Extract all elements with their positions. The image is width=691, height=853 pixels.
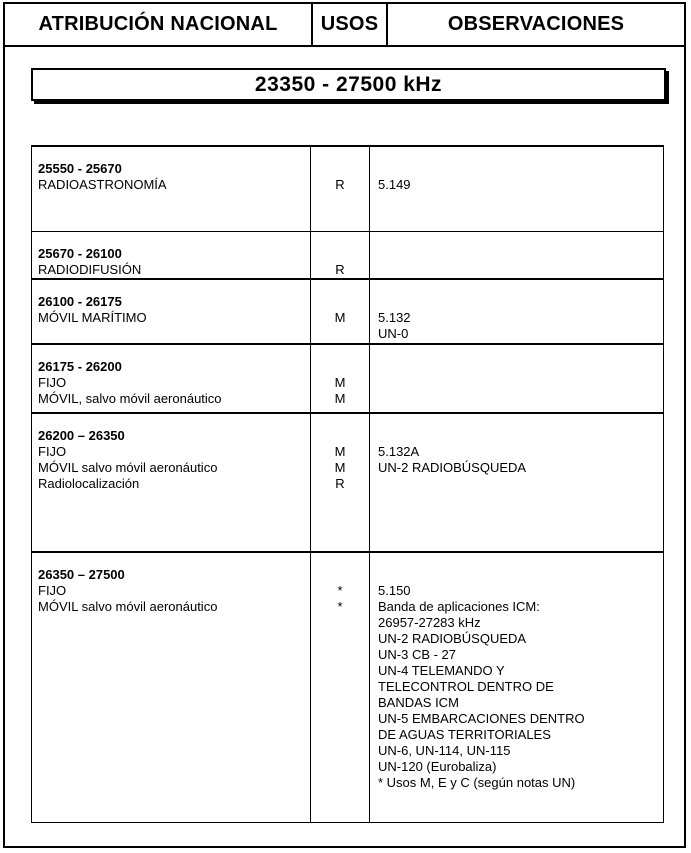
band-title-text: 23350 - 27500 kHz (254, 72, 443, 96)
table-row (32, 552, 664, 822)
allocation-table (31, 145, 664, 823)
observation-note: 26957-27283 kHz (378, 615, 481, 630)
cell-observaciones (370, 279, 664, 344)
uso-code: M (334, 375, 346, 390)
observation-note: UN-120 (Eurobaliza) (378, 759, 497, 774)
frequency-range: 26350 – 27500 (38, 567, 125, 582)
uso-code: M (334, 310, 346, 325)
observation-note: UN-3 CB - 27 (378, 647, 457, 662)
uso-code: M (334, 460, 346, 475)
service-name: MÓVIL MARÍTIMO (38, 310, 147, 325)
cell-atribucion (32, 344, 311, 413)
uso-code: R (335, 476, 345, 491)
service-name: Radiolocalización (38, 476, 140, 491)
table-header (3, 2, 686, 47)
uso-code: R (335, 261, 345, 277)
cell-usos (311, 552, 370, 822)
observation-note: 5.132 (378, 310, 411, 325)
observation-note: 5.132A (378, 444, 420, 459)
cell-usos (311, 344, 370, 413)
service-name: FIJO (38, 444, 67, 459)
observation-note: DE AGUAS TERRITORIALES (378, 727, 551, 742)
uso-code: M (334, 391, 346, 406)
header-observaciones: OBSERVACIONES (447, 13, 625, 35)
observation-note: UN-0 (378, 326, 409, 341)
frequency-range: 26175 - 26200 (38, 359, 122, 374)
uso-code: M (334, 444, 346, 459)
observation-note: UN-2 RADIOBÚSQUEDA (378, 631, 527, 646)
observation-note: 5.150 (378, 583, 411, 598)
uso-code: * (337, 599, 343, 614)
cell-usos (311, 413, 370, 552)
cell-usos (311, 279, 370, 344)
band-title (31, 68, 666, 101)
observation-note: 5.149 (378, 177, 411, 192)
service-name: RADIODIFUSIÓN (38, 261, 142, 277)
frequency-range: 25670 - 26100 (38, 245, 122, 261)
uso-code: * (337, 583, 343, 598)
cell-observaciones (370, 344, 664, 413)
frequency-range: 25550 - 25670 (38, 161, 122, 176)
table-row (32, 344, 664, 413)
frequency-range: 26200 – 26350 (38, 428, 125, 443)
cell-usos (311, 231, 370, 279)
observation-note: UN-6, UN-114, UN-115 (378, 743, 511, 758)
cell-observaciones (370, 231, 664, 279)
cell-atribucion (32, 231, 311, 279)
service-name: MÓVIL salvo móvil aeronáutico (38, 460, 218, 475)
header-usos: USOS (313, 4, 388, 45)
cell-observaciones (370, 413, 664, 552)
service-name: RADIOASTRONOMÍA (38, 177, 167, 192)
service-name: MÓVIL, salvo móvil aeronáutico (38, 391, 222, 406)
cell-atribucion (32, 279, 311, 344)
observation-note: TELECONTROL DENTRO DE (378, 679, 554, 694)
table-row (32, 413, 664, 552)
cell-observaciones (370, 552, 664, 822)
table-row (32, 146, 664, 231)
table-row (32, 231, 664, 279)
observation-note: UN-4 TELEMANDO Y (378, 663, 505, 678)
observation-note: * Usos M, E y C (según notas UN) (378, 775, 576, 790)
table-row (32, 279, 664, 344)
observation-note: BANDAS ICM (378, 695, 459, 710)
service-name: MÓVIL salvo móvil aeronáutico (38, 599, 218, 614)
observation-note: UN-5 EMBARCACIONES DENTRO (378, 711, 585, 726)
cell-atribucion (32, 552, 311, 822)
service-name: FIJO (38, 375, 67, 390)
cell-atribucion (32, 413, 311, 552)
uso-code: R (335, 177, 345, 192)
header-atribucion-nacional: ATRIBUCIÓN NACIONAL (5, 4, 313, 45)
cell-atribucion (32, 146, 311, 231)
observation-note: UN-2 RADIOBÚSQUEDA (378, 460, 527, 475)
frequency-range: 26100 - 26175 (38, 294, 122, 309)
observation-note: Banda de aplicaciones ICM: (378, 599, 540, 614)
cell-observaciones (370, 146, 664, 231)
cell-usos (311, 146, 370, 231)
service-name: FIJO (38, 583, 67, 598)
